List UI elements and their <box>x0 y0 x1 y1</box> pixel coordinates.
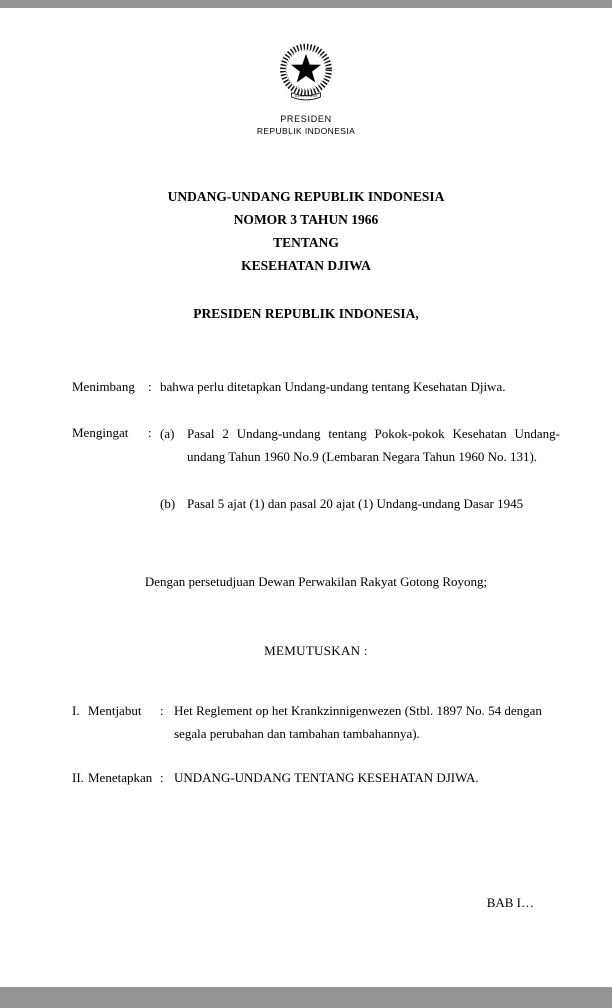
decision-1-label: Mentjabut <box>88 703 142 718</box>
mengingat-row <box>72 422 560 515</box>
presidential-seal-icon <box>269 38 343 110</box>
decision-2-text: UNDANG-UNDANG TENTANG KESEHATAN DJIWA. <box>174 770 479 785</box>
page-bottom-margin-strip <box>0 987 612 1008</box>
menimbang-label: Menimbang <box>72 379 135 394</box>
title-line-4: KESEHATAN DJIWA <box>241 258 371 273</box>
mengingat-label: Mengingat <box>72 425 129 440</box>
agreement-line: Dengan persetudjuan Dewan Perwakilan Rakyat Gotong Royong; <box>144 574 488 589</box>
decision-1-numeral: I. <box>72 703 80 718</box>
mengingat-item-b-marker: (b) <box>160 496 176 511</box>
law-title-block <box>0 185 612 277</box>
mengingat-item-a <box>160 422 560 468</box>
document-body <box>0 376 612 789</box>
decision-row-2 <box>72 766 560 789</box>
memutuskan-heading: MEMUTUSKAN : <box>264 643 368 658</box>
mengingat-item-a-text: Pasal 2 Undang-undang tentang Pokok-pokok Kesehatan Undang-undang Tahun 1960 No.9 (Lembaran Negara Tahun 1960 No. 131). <box>187 426 560 464</box>
menimbang-row <box>72 376 560 397</box>
mengingat-item-a-marker: (a) <box>160 426 175 441</box>
letterhead-republik-indonesia: REPUBLIK INDONESIA <box>256 126 356 136</box>
salutation-line: PRESIDEN REPUBLIK INDONESIA, <box>193 306 419 321</box>
title-line-1: UNDANG-UNDANG REPUBLIK INDONESIA <box>167 189 445 204</box>
menimbang-colon: : <box>148 379 152 394</box>
decision-row-1 <box>72 699 560 745</box>
mengingat-item-b-text: Pasal 5 ajat (1) dan pasal 20 ajat (1) Undang-undang Dasar 1945 <box>187 496 524 511</box>
letterhead <box>0 0 612 137</box>
decision-1-text: Het Reglement op het Krankzinnigenwezen (Stbl. 1897 No. 54 dengan segala perubahan dan tambahan tambahannya). <box>174 703 542 741</box>
page-continuation-note: BAB I… <box>486 895 534 910</box>
page-top-margin-strip <box>0 0 612 8</box>
mengingat-items <box>160 422 560 515</box>
decision-2-numeral: II. <box>72 770 84 785</box>
mengingat-colon: : <box>148 425 152 440</box>
menimbang-text: bahwa perlu ditetapkan Undang-undang tentang Kesehatan Djiwa. <box>160 379 506 394</box>
mengingat-item-b <box>160 492 560 515</box>
title-line-2: NOMOR 3 TAHUN 1966 <box>233 212 379 227</box>
decision-2-colon: : <box>160 770 164 785</box>
decision-1-colon: : <box>160 703 164 718</box>
letterhead-presiden: PRESIDEN <box>280 114 332 124</box>
title-line-3: TENTANG <box>273 235 339 250</box>
decision-2-label: Menetapkan <box>88 770 153 785</box>
